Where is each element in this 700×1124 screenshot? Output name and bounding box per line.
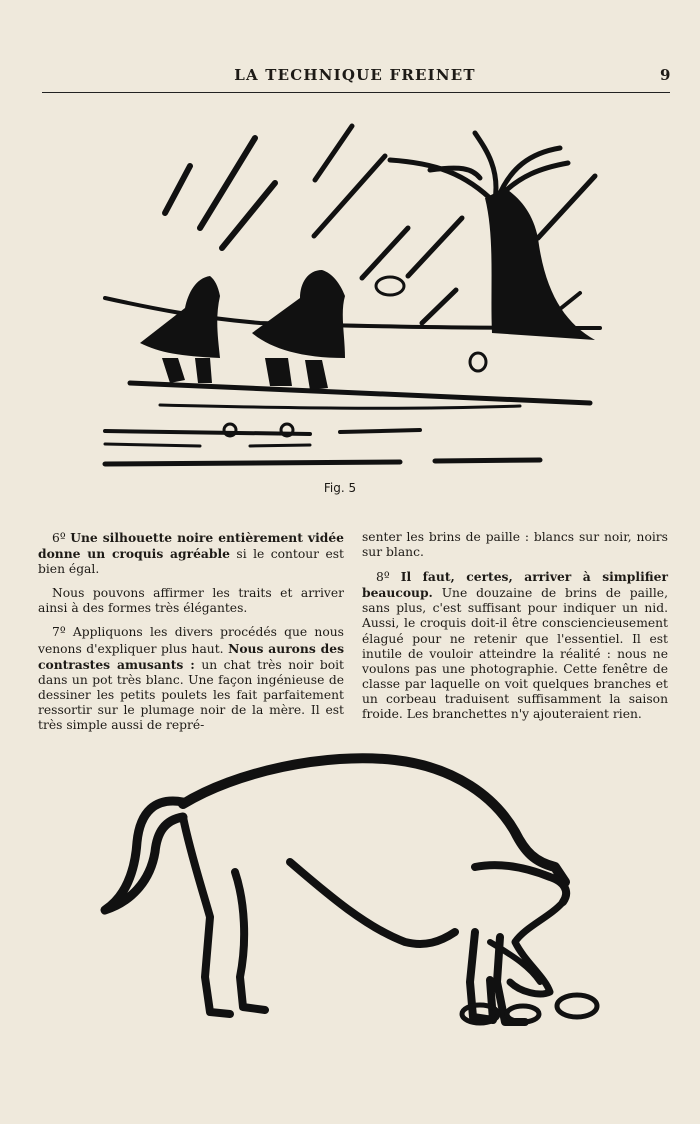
paragraph-7-continued: senter les brins de paille : blancs sur noir, noirs sur blanc. (362, 530, 668, 560)
text-column-right (362, 530, 668, 731)
paragraph-8-bold: Il faut, certes, arriver à simplifier beaucoup. (362, 569, 668, 601)
pig-tail (105, 801, 183, 910)
paragraph-8 (362, 569, 668, 722)
ground-line (160, 405, 520, 408)
rain-streak (315, 126, 352, 180)
page-number: 9 (660, 66, 671, 84)
paragraph-7-intro: Appliquons les divers procédés que nous venons d'expliquer plus haut. (38, 625, 344, 656)
paragraph-8-number: 8º (376, 570, 390, 585)
header-rule (42, 92, 670, 93)
stone (470, 353, 486, 371)
paragraph-7-bold: Nous aurons des contrastes amusants : (38, 640, 344, 672)
paragraph-6-bold: Une silhouette noire entièrement vidée donne un croquis agréable (38, 530, 344, 562)
ground-line (130, 383, 590, 403)
figure-5-caption: Fig. 5 (323, 481, 357, 495)
child-silhouette-left (140, 276, 220, 383)
rain-streak (408, 218, 462, 276)
paragraph-7 (38, 625, 344, 733)
ground-line (105, 460, 540, 464)
rain-streak (165, 166, 190, 213)
paragraph-7-rest: un chat très noir boit dans un pot très blanc. Une façon ingénieuse de dessiner les petits poulets les fait parfaitement ressortir sur le plumage noir de la mère. Il est très simple aussi de repré- (38, 657, 344, 733)
puddle (376, 277, 404, 295)
ground-line (105, 444, 310, 446)
rain-streak (538, 176, 595, 238)
tree-branches (390, 133, 568, 203)
figure-5-illustration (100, 118, 610, 478)
paragraph-6b: Nous pouvons affirmer les traits et arriver ainsi à des formes très élégantes. (38, 586, 344, 616)
paragraph-8-rest: Une douzaine de brins de paille, sans plus, c'est suffisant pour indiquer un nid. Aussi, le croquis doit-il être consciencieusement élagué pour ne retenir que l'essentiel. Il est inutile de vouloir atteindre la réalité : nous ne voulons pas une photographie. Cette fenêtre de classe par laquelle on voit quelques branches et un corbeau traduisent suffisamment la saison froide. Les branchettes n'y ajouteraient rien. (362, 586, 668, 722)
paragraph-7-number: 7º (52, 625, 66, 640)
rain-streak (362, 228, 408, 278)
tree-trunk (485, 188, 595, 340)
paragraph-6-rest: si le contour est bien égal. (38, 547, 344, 577)
rain-streak (422, 290, 456, 323)
pig-hind-legs (183, 817, 265, 1014)
pig-belly (290, 862, 455, 944)
paragraph-6-number: 6º (52, 531, 66, 545)
pig-illustration (95, 742, 615, 1042)
running-head-title: LA TECHNIQUE FREINET (234, 66, 476, 84)
food-morsel (507, 1006, 539, 1022)
paragraph-6 (38, 530, 344, 577)
food-morsel (557, 995, 597, 1017)
text-column-left (38, 530, 344, 742)
child-silhouette-right (252, 270, 345, 390)
ground-line (105, 430, 420, 434)
rain-streak (222, 183, 275, 248)
